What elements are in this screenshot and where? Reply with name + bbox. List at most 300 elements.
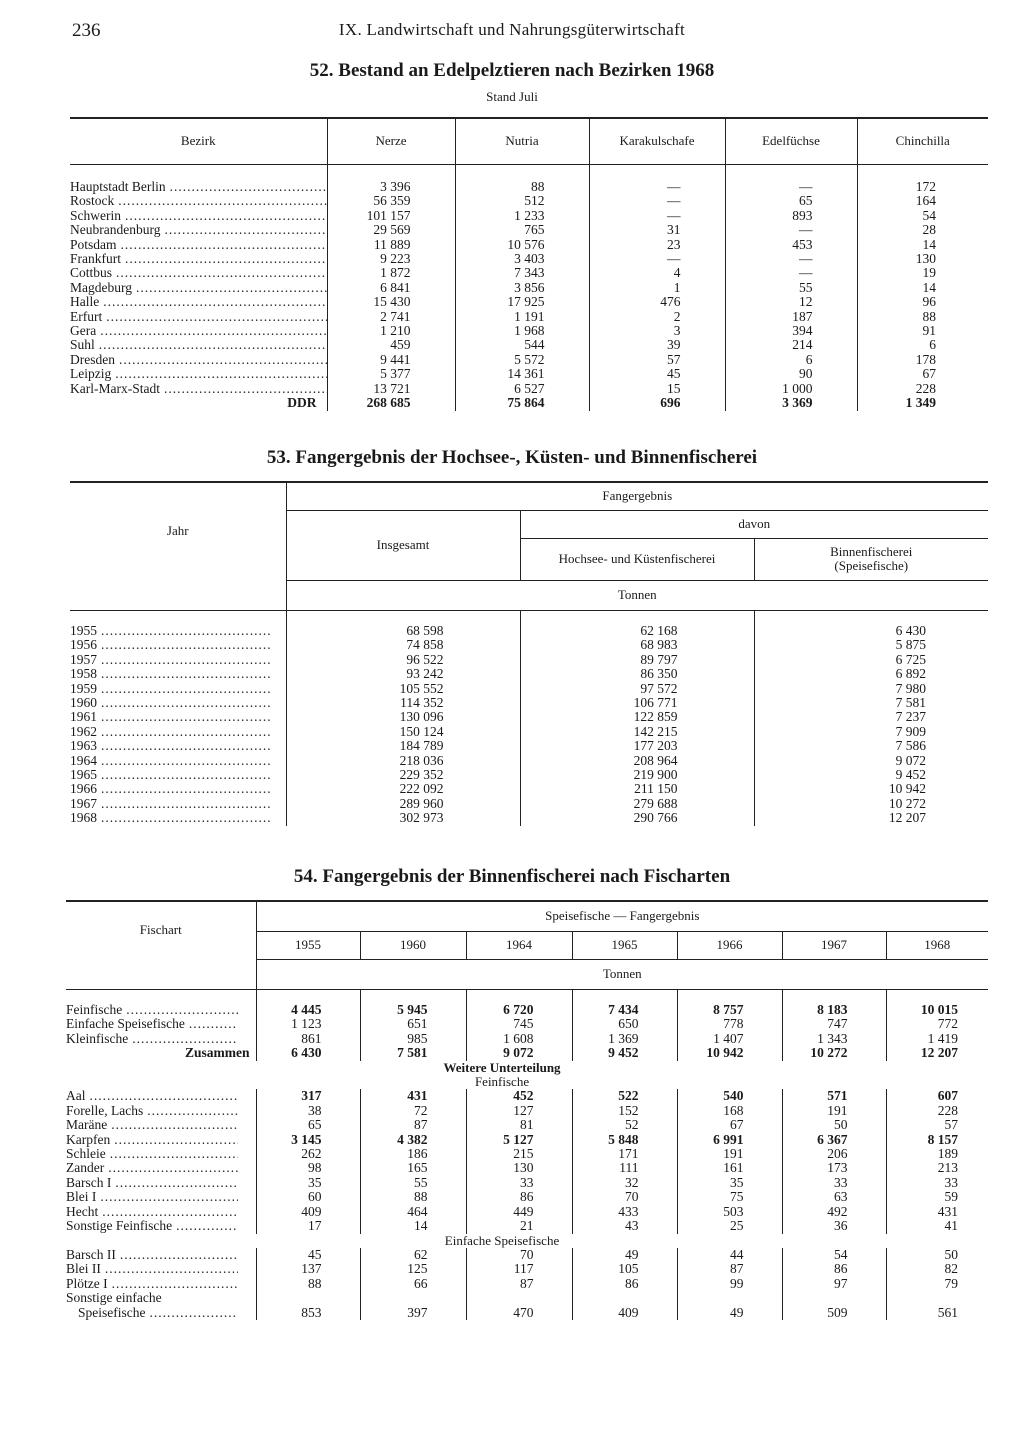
t52-cell: 6 841 (327, 281, 455, 295)
t54-cell: 79 (886, 1277, 988, 1291)
t54-section-feinfische (66, 1075, 988, 1089)
dot-leader (125, 252, 327, 266)
table-52 (70, 117, 988, 411)
t52-header-edelfuechse: Edelfüchse (725, 118, 857, 164)
t53-cell: 12 207 (754, 811, 988, 825)
t54-cell: 97 (782, 1277, 886, 1291)
t54-row-label-leader (66, 1147, 256, 1161)
t54-cell: 4 445 (256, 1003, 360, 1017)
t54-cell: 778 (677, 1017, 782, 1031)
t52-row-label-leader (70, 238, 327, 252)
dot-leader (149, 1306, 237, 1320)
t52-cell: 1 (589, 281, 725, 295)
t52-cell: 512 (455, 194, 589, 208)
t54-cell: 206 (782, 1147, 886, 1161)
t53-cell: 184 789 (286, 739, 520, 753)
t54-section-einfach-label: Einfache Speisefische (444, 1233, 560, 1248)
t54-row-label-text: Karpfen (66, 1132, 111, 1147)
t52-row-label-leader (70, 295, 327, 309)
t54-cell: 1 123 (256, 1017, 360, 1031)
t53-cell: 89 797 (520, 653, 754, 667)
t54-cell: 168 (677, 1104, 782, 1118)
t52-row-label (70, 281, 327, 295)
t54-cell: 6 991 (677, 1133, 782, 1147)
t52-row-label-text: Leipzig (70, 367, 112, 382)
t53-cell: 97 572 (520, 682, 754, 696)
t54-cell: 431 (360, 1089, 466, 1103)
t53-cell: 302 973 (286, 811, 520, 825)
t54-row-label-leader (66, 1118, 256, 1132)
t54-cell: 6 720 (466, 1003, 572, 1017)
t54-row-label-text: Hecht (66, 1204, 99, 1219)
t52-cell: 101 157 (327, 209, 455, 223)
t54-cell: 861 (256, 1032, 360, 1046)
t54-row-label-text: Blei I (66, 1190, 97, 1205)
t53-row-year-text: 1962 (70, 724, 97, 739)
table-row (70, 310, 988, 324)
t54-header-year: 1966 (677, 931, 782, 959)
t52-row-label-leader (70, 266, 327, 280)
t54-cell: 14 (360, 1219, 466, 1233)
t54-row-label-text: Barsch II (66, 1247, 116, 1262)
t52-row-label (70, 295, 327, 309)
t54-cell: 186 (360, 1147, 466, 1161)
table-row (66, 1032, 988, 1046)
table-row (70, 653, 988, 667)
t54-cell: 1 407 (677, 1032, 782, 1046)
table-row (66, 1161, 988, 1175)
t54-cell: 125 (360, 1262, 466, 1276)
t54-cell: 745 (466, 1017, 572, 1031)
t54-cell: 9 072 (466, 1046, 572, 1060)
t52-row-label-leader (70, 310, 327, 324)
t52-cell: 893 (725, 209, 857, 223)
t52-cell: 14 (857, 281, 988, 295)
t54-cell: 464 (360, 1205, 466, 1219)
t52-cell: 11 889 (327, 238, 455, 252)
t53-cell: 222 092 (286, 782, 520, 796)
dot-leader (112, 1277, 238, 1291)
t54-row-label (66, 1032, 256, 1046)
t54-section-weitere (66, 1061, 988, 1075)
table-53-title: 53. Fangergebnis der Hochsee-, Küsten- und Binnenfischerei (266, 447, 758, 468)
t53-header-unit: Tonnen (286, 580, 988, 610)
t52-row-label (70, 209, 327, 223)
t54-row-label-text: Blei II (66, 1262, 101, 1277)
t54-cell: 1 608 (466, 1032, 572, 1046)
t54-cell: 152 (572, 1104, 677, 1118)
t54-cell: 747 (782, 1017, 886, 1031)
t54-cell: 17 (256, 1219, 360, 1233)
t54-cell: 191 (782, 1104, 886, 1118)
dot-leader (101, 811, 272, 825)
t53-row-year (70, 638, 286, 652)
table-53 (70, 481, 988, 826)
t52-row-label-leader (70, 180, 327, 194)
t52-cell: 765 (455, 223, 589, 237)
t53-row-year (70, 811, 286, 825)
t53-cell: 105 552 (286, 682, 520, 696)
t54-row-label (66, 1089, 256, 1103)
t54-cell: 173 (782, 1161, 886, 1175)
t54-cell: 433 (572, 1205, 677, 1219)
dot-leader (106, 310, 326, 324)
t52-cell: 88 (455, 180, 589, 194)
t52-cell: — (725, 223, 857, 237)
t53-row-year-text: 1956 (70, 638, 97, 653)
t54-cell: 3 145 (256, 1133, 360, 1147)
t54-cell: 45 (256, 1248, 360, 1262)
t54-cell: 509 (782, 1306, 886, 1320)
t52-cell: 65 (725, 194, 857, 208)
table-row (66, 1118, 988, 1132)
t52-cell: 90 (725, 367, 857, 381)
t53-cell: 219 900 (520, 768, 754, 782)
t54-cell: 70 (572, 1190, 677, 1204)
t54-row-label (66, 1248, 256, 1262)
table-row (70, 696, 988, 710)
t53-cell: 122 859 (520, 710, 754, 724)
t52-cell: 6 (857, 338, 988, 352)
t52-total-cell: 268 685 (327, 396, 455, 410)
t54-section-feinfische-label: Feinfische (474, 1075, 530, 1090)
t52-row-label (70, 324, 327, 338)
t53-cell: 208 964 (520, 754, 754, 768)
t52-row-label-text: Suhl (70, 338, 95, 353)
t53-row-year-text: 1967 (70, 796, 97, 811)
t53-row-year (70, 739, 286, 753)
t53-cell: 9 072 (754, 754, 988, 768)
t52-cell: 3 856 (455, 281, 589, 295)
t54-cell: 81 (466, 1118, 572, 1132)
t52-cell: 172 (857, 180, 988, 194)
t54-cell: 9 452 (572, 1046, 677, 1060)
table-row (70, 782, 988, 796)
t52-cell: 31 (589, 223, 725, 237)
t52-row-label (70, 252, 327, 266)
t54-row-label (66, 1190, 256, 1204)
t53-header-hochsee: Hochsee- und Küstenfischerei (520, 538, 754, 580)
t54-row-label-line2 (66, 1306, 256, 1320)
t52-cell: 6 527 (455, 382, 589, 396)
t53-row-year (70, 696, 286, 710)
t53-cell: 130 096 (286, 710, 520, 724)
t52-cell: 2 (589, 310, 725, 324)
t54-row-label-leader (66, 1219, 256, 1233)
t54-cell: 75 (677, 1190, 782, 1204)
t54-row-label (66, 1262, 256, 1276)
table-row (70, 281, 988, 295)
t54-header-group: Speisefische — Fangergebnis (256, 901, 988, 931)
t54-cell: 8 757 (677, 1003, 782, 1017)
t54-cell: 6 367 (782, 1133, 886, 1147)
table-row (70, 754, 988, 768)
t54-empty-cell (256, 1291, 360, 1305)
t54-cell: 5 848 (572, 1133, 677, 1147)
dot-leader (111, 1118, 237, 1132)
table-row (66, 1104, 988, 1118)
t52-row-label-text: Halle (70, 295, 100, 310)
t54-cell: 87 (360, 1118, 466, 1132)
dot-leader (120, 1248, 238, 1262)
t53-row-year (70, 797, 286, 811)
t52-cell: 3 403 (455, 252, 589, 266)
t52-row-label-leader (70, 324, 327, 338)
t52-header-bezirk: Bezirk (70, 118, 327, 164)
t54-row-label-text: Aal (66, 1089, 86, 1104)
dot-leader (103, 295, 326, 309)
table-row (70, 209, 988, 223)
t52-cell: 56 359 (327, 194, 455, 208)
t52-cell: 1 872 (327, 266, 455, 280)
t53-row-year-leader (70, 739, 286, 753)
t52-cell: — (589, 194, 725, 208)
t54-cell: 8 157 (886, 1133, 988, 1147)
t54-header-year: 1960 (360, 931, 466, 959)
t53-row-year-leader (70, 710, 286, 724)
table-row (70, 682, 988, 696)
t52-cell: 29 569 (327, 223, 455, 237)
t54-row-label-text: Maräne (66, 1118, 108, 1133)
t54-cell: 5 945 (360, 1003, 466, 1017)
table-row (70, 382, 988, 396)
t53-cell: 142 215 (520, 725, 754, 739)
t54-row-label-text: Zander (66, 1161, 105, 1176)
t54-row-label-leader (66, 1277, 256, 1291)
t52-row-label-text: Cottbus (70, 266, 113, 281)
t53-row-year-text: 1955 (70, 624, 97, 638)
dot-leader (100, 324, 326, 338)
t52-cell: 96 (857, 295, 988, 309)
t53-row-year-text: 1964 (70, 753, 97, 768)
t52-cell: — (725, 266, 857, 280)
table-row (66, 1248, 988, 1262)
t52-row-label (70, 310, 327, 324)
t52-cell: — (589, 209, 725, 223)
t54-section-weitere-label: Weitere Unterteilung (443, 1060, 561, 1075)
t52-cell: — (589, 180, 725, 194)
t54-cell: 99 (677, 1277, 782, 1291)
t52-header-nutria: Nutria (455, 118, 589, 164)
t53-cell: 229 352 (286, 768, 520, 782)
t52-cell: 7 343 (455, 266, 589, 280)
t54-row-label-leader (66, 1248, 256, 1262)
t54-cell: 50 (782, 1118, 886, 1132)
table-row (66, 1133, 988, 1147)
t53-row-year (70, 782, 286, 796)
t53-row-year-leader (70, 725, 286, 739)
t54-cell: 87 (466, 1277, 572, 1291)
dot-leader (101, 725, 272, 739)
t54-cell: 70 (466, 1248, 572, 1262)
t54-row-label-text: Einfache Speisefische (66, 1017, 185, 1032)
t54-row-label (66, 1017, 256, 1031)
t54-row-label-text: Sonstige Feinfische (66, 1219, 173, 1234)
table-row (66, 1176, 988, 1190)
t54-empty-cell (572, 1291, 677, 1305)
t52-row-label-leader (70, 194, 327, 208)
t54-cell: 191 (677, 1147, 782, 1161)
dot-leader (132, 1032, 237, 1046)
t53-cell: 290 766 (520, 811, 754, 825)
t52-total-label: DDR (287, 396, 317, 411)
t53-row-year-leader (70, 682, 286, 696)
t53-cell: 7 581 (754, 696, 988, 710)
t52-row-label-leader (70, 382, 327, 396)
t53-row-year-leader (70, 782, 286, 796)
t54-cell: 10 015 (886, 1003, 988, 1017)
t52-cell: 1 000 (725, 382, 857, 396)
dot-leader (105, 1262, 238, 1276)
t54-row-label-leader (66, 1003, 256, 1017)
t52-cell: 178 (857, 353, 988, 367)
t52-row-label-leader (70, 252, 327, 266)
t54-cell: 59 (886, 1190, 988, 1204)
t52-row-label (70, 353, 327, 367)
t54-cell: 431 (886, 1205, 988, 1219)
t54-header-unit: Tonnen (256, 959, 988, 989)
t54-row-label-text: Schleie (66, 1147, 106, 1162)
dot-leader (101, 768, 272, 782)
t53-row-year-text: 1960 (70, 696, 97, 711)
t53-cell: 218 036 (286, 754, 520, 768)
t52-header-karakulschafe: Karakulschafe (589, 118, 725, 164)
t54-header-year: 1964 (466, 931, 572, 959)
table-54 (66, 900, 988, 1320)
table-row (66, 1306, 988, 1320)
t52-cell: 1 210 (327, 324, 455, 338)
t52-cell: 3 (589, 324, 725, 338)
t54-cell: 111 (572, 1161, 677, 1175)
t52-row-label-text: Hauptstadt Berlin (70, 180, 166, 194)
t54-row-label-text: Plötze I (66, 1276, 108, 1291)
t54-header-year: 1955 (256, 931, 360, 959)
t52-cell: 187 (725, 310, 857, 324)
t52-row-label-text: Gera (70, 324, 97, 339)
t52-cell: 28 (857, 223, 988, 237)
running-head: IX. Landwirtschaft und Nahrungsgüterwirtschaft (338, 20, 686, 39)
t52-cell: 15 430 (327, 295, 455, 309)
t53-row-year-leader (70, 653, 286, 667)
t52-row-label-leader (70, 367, 327, 381)
t53-row-year-text: 1959 (70, 681, 97, 696)
t53-row-year-text: 1968 (70, 811, 97, 826)
t53-row-year-leader (70, 624, 286, 638)
t54-empty-cell (886, 1291, 988, 1305)
t53-cell: 86 350 (520, 667, 754, 681)
table-row (70, 811, 988, 825)
t53-row-year (70, 624, 286, 638)
dot-leader (100, 1190, 237, 1204)
t52-total-cell: 696 (589, 396, 725, 410)
t54-cell: 88 (256, 1277, 360, 1291)
table-row (70, 353, 988, 367)
table-row (66, 1147, 988, 1161)
table-row (70, 295, 988, 309)
t54-cell: 171 (572, 1147, 677, 1161)
dot-leader (99, 338, 327, 352)
t52-row-label-leader (70, 338, 327, 352)
dot-leader (170, 180, 327, 194)
t53-cell: 7 237 (754, 710, 988, 724)
t54-cell: 165 (360, 1161, 466, 1175)
table-row-total (66, 1046, 988, 1060)
dot-leader (101, 782, 272, 796)
t53-cell: 62 168 (520, 624, 754, 638)
t54-cell: 650 (572, 1017, 677, 1031)
t54-cell: 1 369 (572, 1032, 677, 1046)
t52-cell: 15 (589, 382, 725, 396)
t54-row-label-leader (66, 1104, 256, 1118)
t53-row-year-leader (70, 811, 286, 825)
dot-leader (136, 281, 327, 295)
t53-cell: 150 124 (286, 725, 520, 739)
dot-leader (101, 754, 272, 768)
t54-cell: 1 419 (886, 1032, 988, 1046)
t54-row-label-text: Forelle, Lachs (66, 1103, 144, 1118)
t52-header-chinchilla: Chinchilla (857, 118, 988, 164)
t54-row-label-leader (66, 1190, 256, 1204)
t52-cell: 39 (589, 338, 725, 352)
t52-row-label-leader (70, 281, 327, 295)
t54-row-label-leader (66, 1205, 256, 1219)
t53-row-year-text: 1963 (70, 739, 97, 754)
t52-cell: 459 (327, 338, 455, 352)
t54-row-label (66, 1118, 256, 1132)
t53-cell: 289 960 (286, 797, 520, 811)
t52-cell: 9 441 (327, 353, 455, 367)
dot-leader (189, 1017, 238, 1031)
t53-cell: 177 203 (520, 739, 754, 753)
t54-header-year: 1968 (886, 931, 988, 959)
dot-leader (164, 382, 327, 396)
t53-cell: 6 430 (754, 624, 988, 638)
t52-cell: 10 576 (455, 238, 589, 252)
t53-header-binnen-line1: Binnenfischerei (830, 543, 913, 559)
t52-cell: — (725, 180, 857, 194)
dot-leader (108, 1161, 237, 1175)
t54-row-label (66, 1205, 256, 1219)
t54-header-fischart: Fischart (66, 901, 256, 959)
t53-header-binnen (754, 538, 988, 580)
t54-row-label-leader (66, 1089, 256, 1103)
t52-cell: 45 (589, 367, 725, 381)
t54-cell: 86 (466, 1190, 572, 1204)
t53-cell: 74 858 (286, 638, 520, 652)
t54-cell: 853 (256, 1306, 360, 1320)
t54-row-label-leader (66, 1032, 256, 1046)
t52-cell: 54 (857, 209, 988, 223)
t52-cell: — (725, 252, 857, 266)
t52-row-label-text: Dresden (70, 352, 115, 367)
t54-cell: 57 (886, 1118, 988, 1132)
table-52-subtitle: Stand Juli (486, 89, 538, 104)
table-row (70, 252, 988, 266)
t52-row-label-text: Schwerin (70, 208, 121, 223)
t52-total-cell: 1 349 (857, 396, 988, 410)
t53-row-year-text: 1966 (70, 782, 97, 797)
t52-cell: 214 (725, 338, 857, 352)
t52-cell: 9 223 (327, 252, 455, 266)
t53-row-year (70, 710, 286, 724)
t54-row-label-text: Kleinfische (66, 1031, 129, 1046)
t54-cell: 492 (782, 1205, 886, 1219)
t53-cell: 7 909 (754, 725, 988, 739)
t54-row-label-line1: Sonstige einfache (66, 1291, 162, 1306)
t54-cell: 49 (677, 1306, 782, 1320)
table-row (70, 338, 988, 352)
t54-cell: 985 (360, 1032, 466, 1046)
